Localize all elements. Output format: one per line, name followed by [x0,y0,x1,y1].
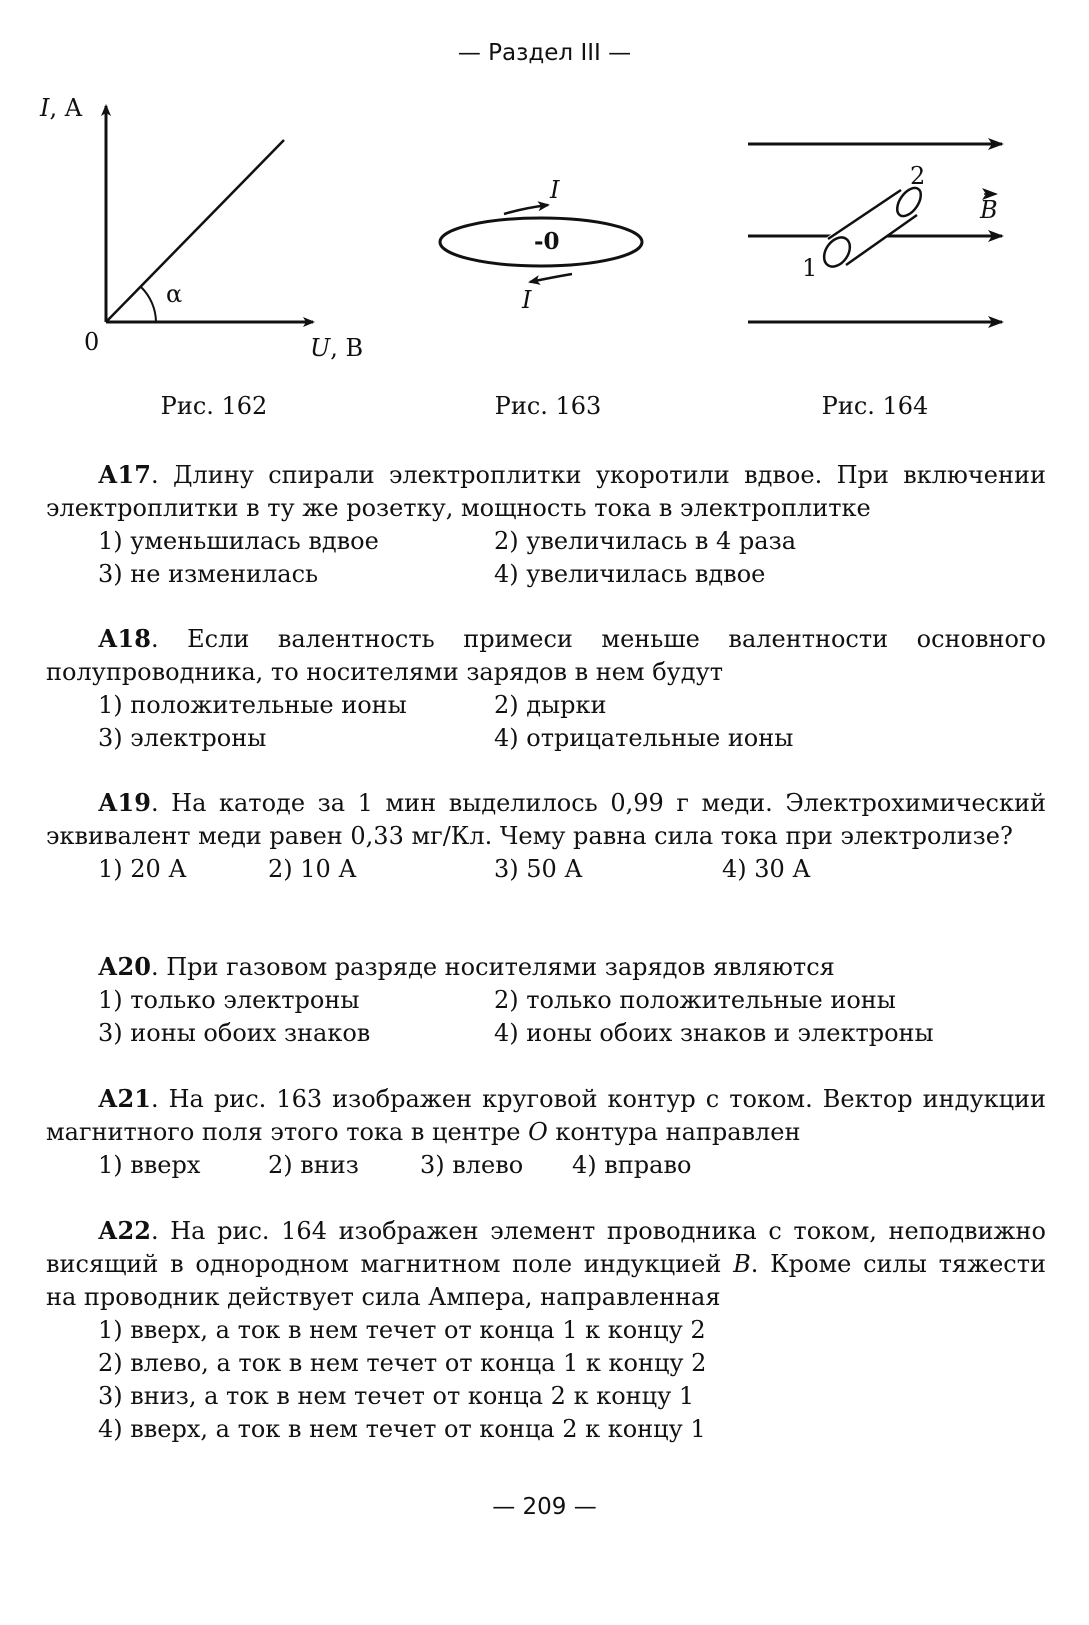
options-row [46,853,1046,886]
question-a17 [46,458,1046,591]
question-text: А20. При газовом разряде носителями зарядов являются [98,952,835,981]
caption-162: Рис. 162 [160,392,268,420]
option: 3) 50 А [494,855,583,883]
center-label: -0 [534,228,560,255]
options-row [46,525,1046,558]
question-text: А22. На рис. 164 изображен элемент проводника с током, неподвижно висящий в однородном магнитном поле индукцией B. Кроме силы тяжести на проводник действует сила Ампера, направленная [46,1216,1046,1311]
option: 4) вправо [572,1151,692,1179]
option: 3) электроны [98,724,267,752]
conductor [819,184,926,272]
current-arrow-top [504,205,548,214]
option: 4) увеличилась вдвое [494,560,766,588]
option: 2) дырки [494,691,607,719]
options-row [46,984,1046,1017]
option: 1) вверх [98,1151,201,1179]
option: 2) увеличилась в 4 раза [494,527,797,555]
origin-label: 0 [84,328,100,356]
figure-164-field [740,120,1020,350]
question-a21 [46,1082,1046,1182]
option: 3) вниз, а ток в нем течет от конца 2 к концу 1 [98,1382,695,1410]
figure-164 [740,120,1020,350]
option: 1) 20 А [98,855,187,883]
option: 3) не изменилась [98,560,319,588]
page-number: — 209 — [492,1494,597,1520]
figure-162-graph [30,90,390,380]
question-text: А17. Длину спирали электроплитки укоротили вдвое. При включении электроплитки в ту же розетку, мощность тока в электроплитке [46,460,1046,522]
section-header: — Раздел III — [457,40,632,66]
x-axis-label: U, B [310,334,364,362]
caption-164: Рис. 164 [821,392,929,420]
question-a18 [46,622,1046,755]
options-row [46,1017,1046,1050]
question-text: А19. На катоде за 1 мин выделилось 0,99 г меди. Электрохимический эквивалент меди равен 0,33 мг/Кл. Чему равна сила тока при электролизе? [46,788,1046,850]
end-label-1: 1 [802,254,818,282]
option: 4) ионы обоих знаков и электроны [494,1019,934,1047]
end-label-2: 2 [910,162,926,190]
y-axis-label: I, A [40,94,83,122]
options-row [46,558,1046,591]
option: 3) влево [420,1151,524,1179]
question-a22 [46,1214,1046,1446]
graph-line [106,140,284,322]
figure-162 [30,90,390,380]
option: 2) только положительные ионы [494,986,896,1014]
option: 1) положительные ионы [98,691,407,719]
figure-163 [420,160,670,330]
current-arrow-bottom [530,274,572,282]
current-label-top: I [550,176,560,204]
question-text: А21. На рис. 163 изображен круговой контур с током. Вектор индукции магнитного поля этого тока в центре O контура направлен [46,1084,1046,1146]
option: 4) 30 А [722,855,811,883]
option: 2) 10 А [268,855,357,883]
question-text: А18. Если валентность примеси меньше валентности основного полупроводника, то носителями зарядов в нем будут [46,624,1046,686]
angle-arc [141,287,156,322]
options-row [46,722,1046,755]
option: 1) только электроны [98,986,360,1014]
options-row [46,1149,1046,1182]
option: 2) влево, а ток в нем течет от конца 1 к концу 2 [98,1349,707,1377]
option: 3) ионы обоих знаков [98,1019,371,1047]
option: 4) вверх, а ток в нем течет от конца 2 к концу 1 [98,1415,706,1443]
options-row [46,689,1046,722]
figure-163-loop [420,160,670,330]
question-a19 [46,786,1046,886]
option: 1) уменьшилась вдвое [98,527,379,555]
angle-label: α [166,280,183,308]
option: 1) вверх, а ток в нем течет от конца 1 к концу 2 [98,1316,706,1344]
caption-163: Рис. 163 [494,392,602,420]
question-a20 [46,950,1046,1050]
current-label-bottom: I [522,286,532,314]
option: 4) отрицательные ионы [494,724,794,752]
field-label: B [980,196,998,224]
option: 2) вниз [268,1151,359,1179]
